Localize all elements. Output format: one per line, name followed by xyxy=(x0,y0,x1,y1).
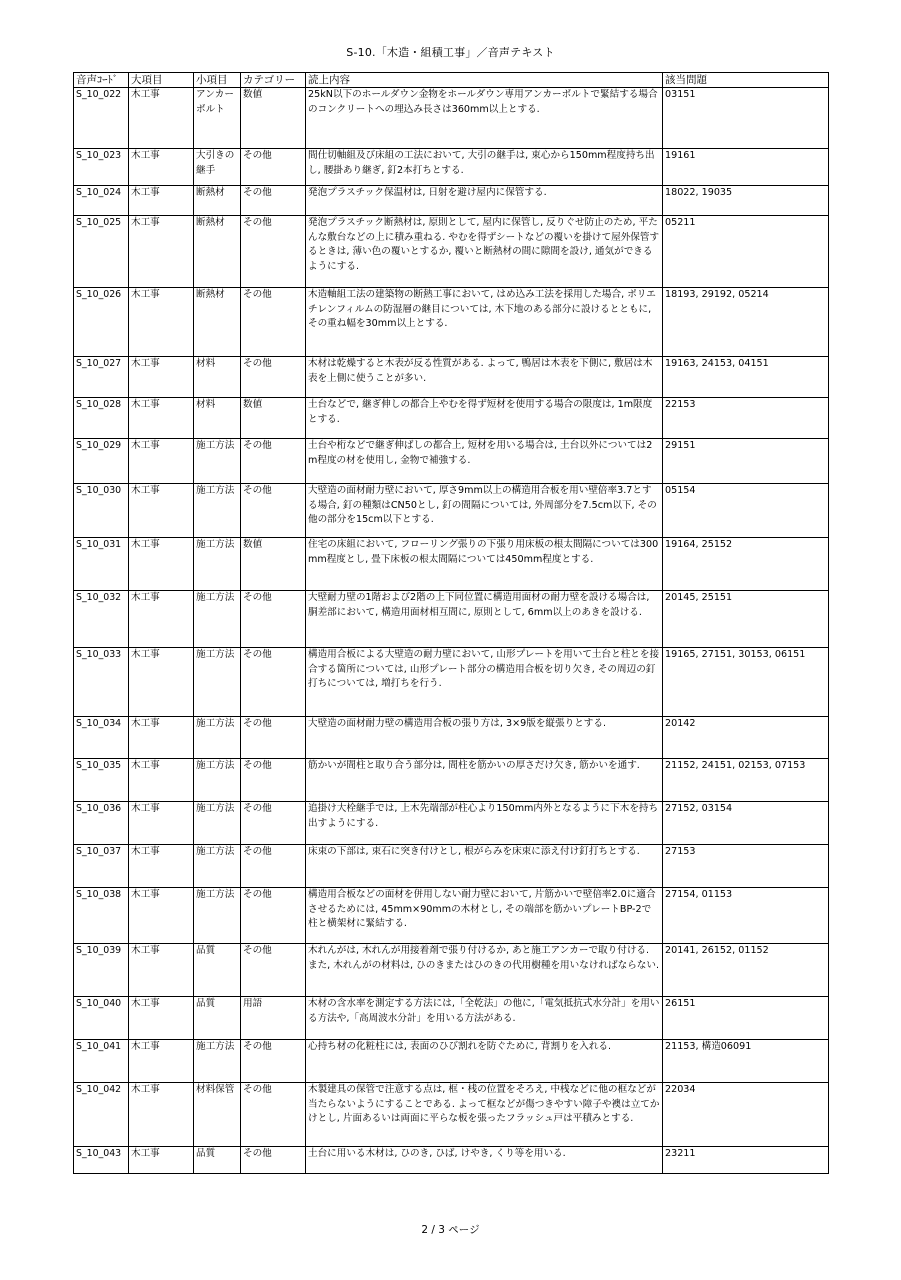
row-major-item: 木工事 xyxy=(129,845,194,888)
row-major-item: 木工事 xyxy=(129,538,194,591)
row-reading-text: 木製建具の保管で注意する点は, 框・桟の位置をそろえ, 中桟などに他の框などが当たらないようにすることである. よって框などが傷つきやすい障子や襖は立てかけとし, 片面あるいは両面に平らな板を張ったフラッシュ戸は平積みとする. xyxy=(306,1083,663,1147)
row-code: S_10_026 xyxy=(74,288,129,357)
row-code: S_10_034 xyxy=(74,717,129,759)
row-minor-item: 断熱材 xyxy=(194,288,241,357)
row-major-item: 木工事 xyxy=(129,216,194,288)
row-reading-text: 床束の下部は, 束石に突き付けとし, 根がらみを床束に添え付け釘打ちとする. xyxy=(306,845,663,888)
row-reading-text: 25kN以下のホールダウン金物をホールダウン専用アンカーボルトで緊結する場合のコンクリートへの埋込み長さは360mm以上とする. xyxy=(306,88,663,149)
row-major-item: 木工事 xyxy=(129,648,194,717)
row-reading-text: 追掛け大栓継手では, 上木先端部が柱心より150mm内外となるように下木を持ち出すようにする. xyxy=(306,802,663,845)
row-major-item: 木工事 xyxy=(129,88,194,149)
row-minor-item: 施工方法 xyxy=(194,888,241,944)
row-reading-text: 土台に用いる木材は, ひのき, ひば, けやき, くり等を用いる. xyxy=(306,1147,663,1174)
row-related-questions: 20142 xyxy=(663,717,829,759)
row-minor-item: 品質 xyxy=(194,1147,241,1174)
row-code: S_10_027 xyxy=(74,357,129,398)
row-reading-text: 木造軸組工法の建築物の断熱工事において, はめ込み工法を採用した場合, ポリエチレンフィルムの防湿層の継目については, 木下地のある部分に設けるとともに, その重ね幅を30mm以上とする. xyxy=(306,288,663,357)
row-minor-item: 施工方法 xyxy=(194,439,241,484)
table-row xyxy=(74,997,829,1040)
table-row xyxy=(74,717,829,759)
row-minor-item: 材料保管 xyxy=(194,1083,241,1147)
row-category: その他 xyxy=(241,591,306,648)
row-related-questions: 05211 xyxy=(663,216,829,288)
row-category: その他 xyxy=(241,149,306,186)
row-reading-text: 住宅の床組において, フローリング張りの下張り用床板の根太間隔については300mm程度とし, 畳下床板の根太間隔については450mm程度とする. xyxy=(306,538,663,591)
table-row xyxy=(74,484,829,538)
row-major-item: 木工事 xyxy=(129,1147,194,1174)
row-code: S_10_028 xyxy=(74,398,129,439)
row-related-questions: 27152, 03154 xyxy=(663,802,829,845)
row-major-item: 木工事 xyxy=(129,717,194,759)
table-row xyxy=(74,216,829,288)
table-row xyxy=(74,186,829,216)
row-major-item: 木工事 xyxy=(129,888,194,944)
row-minor-item: 品質 xyxy=(194,944,241,997)
row-category: その他 xyxy=(241,1147,306,1174)
row-category: その他 xyxy=(241,845,306,888)
table-row xyxy=(74,648,829,717)
row-category: その他 xyxy=(241,216,306,288)
row-major-item: 木工事 xyxy=(129,1040,194,1083)
table-row xyxy=(74,357,829,398)
row-category: その他 xyxy=(241,648,306,717)
header-category: カテゴリー xyxy=(241,73,306,88)
row-related-questions: 19163, 24153, 04151 xyxy=(663,357,829,398)
row-code: S_10_032 xyxy=(74,591,129,648)
row-code: S_10_043 xyxy=(74,1147,129,1174)
row-related-questions: 19165, 27151, 30153, 06151 xyxy=(663,648,829,717)
row-related-questions: 22153 xyxy=(663,398,829,439)
header-minor-item: 小項目 xyxy=(194,73,241,88)
row-related-questions: 18022, 19035 xyxy=(663,186,829,216)
row-code: S_10_038 xyxy=(74,888,129,944)
document-title: S-10.「木造・組積工事」／音声テキスト xyxy=(346,46,555,59)
row-major-item: 木工事 xyxy=(129,398,194,439)
row-minor-item: 施工方法 xyxy=(194,845,241,888)
row-major-item: 木工事 xyxy=(129,1083,194,1147)
voice-text-table xyxy=(73,72,829,1174)
row-category: その他 xyxy=(241,802,306,845)
row-reading-text: 土台や桁などで継ぎ伸ばしの都合上, 短材を用いる場合は, 土台以外については2m程度の材を使用し, 金物で補強する. xyxy=(306,439,663,484)
row-major-item: 木工事 xyxy=(129,484,194,538)
row-reading-text: 心持ち材の化粧柱には, 表面のひび割れを防ぐために, 背割りを入れる. xyxy=(306,1040,663,1083)
row-category: その他 xyxy=(241,888,306,944)
row-code: S_10_041 xyxy=(74,1040,129,1083)
row-code: S_10_033 xyxy=(74,648,129,717)
header-major-item: 大項目 xyxy=(129,73,194,88)
row-minor-item: アンカーボルト xyxy=(194,88,241,149)
row-code: S_10_035 xyxy=(74,759,129,802)
row-major-item: 木工事 xyxy=(129,186,194,216)
row-major-item: 木工事 xyxy=(129,944,194,997)
row-major-item: 木工事 xyxy=(129,591,194,648)
header-related-questions: 該当問題 xyxy=(663,73,829,88)
row-minor-item: 断熱材 xyxy=(194,186,241,216)
row-minor-item: 断熱材 xyxy=(194,216,241,288)
row-reading-text: 大壁耐力壁の1階および2階の上下同位置に構造用面材の耐力壁を設ける場合は, 胴差部において, 構造用面材相互間に, 原則として, 6mm以上のあきを設ける. xyxy=(306,591,663,648)
table-row xyxy=(74,439,829,484)
row-major-item: 木工事 xyxy=(129,802,194,845)
header-reading-text: 読上内容 xyxy=(306,73,663,88)
row-code: S_10_042 xyxy=(74,1083,129,1147)
row-code: S_10_022 xyxy=(74,88,129,149)
row-category: その他 xyxy=(241,717,306,759)
row-category: その他 xyxy=(241,944,306,997)
row-minor-item: 施工方法 xyxy=(194,759,241,802)
row-related-questions: 29151 xyxy=(663,439,829,484)
row-reading-text: 大壁造の面材耐力壁において, 厚さ9mm以上の構造用合板を用い壁倍率3.7とする場合, 釘の種類はCN50とし, 釘の間隔については, 外周部分を7.5cm以下, その他の部分を15cm以下とする. xyxy=(306,484,663,538)
table-row xyxy=(74,1040,829,1083)
row-code: S_10_029 xyxy=(74,439,129,484)
row-major-item: 木工事 xyxy=(129,149,194,186)
row-major-item: 木工事 xyxy=(129,439,194,484)
row-minor-item: 施工方法 xyxy=(194,717,241,759)
table-row xyxy=(74,398,829,439)
row-code: S_10_030 xyxy=(74,484,129,538)
table-row xyxy=(74,288,829,357)
row-major-item: 木工事 xyxy=(129,357,194,398)
table-row xyxy=(74,759,829,802)
row-related-questions: 03151 xyxy=(663,88,829,149)
row-code: S_10_031 xyxy=(74,538,129,591)
row-minor-item: 材料 xyxy=(194,357,241,398)
row-minor-item: 施工方法 xyxy=(194,1040,241,1083)
row-category: その他 xyxy=(241,357,306,398)
row-related-questions: 26151 xyxy=(663,997,829,1040)
row-reading-text: 木材の含水率を測定する方法には,「全乾法」の他に,「電気抵抗式水分計」を用いる方法や,「高周波水分計」を用いる方法がある. xyxy=(306,997,663,1040)
row-category: 数値 xyxy=(241,88,306,149)
row-major-item: 木工事 xyxy=(129,759,194,802)
row-reading-text: 木材は乾燥すると木表が反る性質がある. よって, 鴨居は木表を下側に, 敷居は木表を上側に使うことが多い. xyxy=(306,357,663,398)
row-minor-item: 大引きの継手 xyxy=(194,149,241,186)
page-number: 2 / 3 ページ xyxy=(421,1224,480,1236)
table-row xyxy=(74,88,829,149)
row-category: 用語 xyxy=(241,997,306,1040)
row-reading-text: 土台などで, 継ぎ伸しの都合上やむを得ず短材を使用する場合の限度は, 1m限度とする. xyxy=(306,398,663,439)
table-row xyxy=(74,1147,829,1174)
row-category: その他 xyxy=(241,484,306,538)
header-code: 音声ｺｰﾄﾞ xyxy=(74,73,129,88)
row-related-questions: 21153, 構造06091 xyxy=(663,1040,829,1083)
table-row xyxy=(74,149,829,186)
row-minor-item: 施工方法 xyxy=(194,538,241,591)
row-minor-item: 施工方法 xyxy=(194,591,241,648)
row-related-questions: 18193, 29192, 05214 xyxy=(663,288,829,357)
row-code: S_10_025 xyxy=(74,216,129,288)
row-category: 数値 xyxy=(241,538,306,591)
row-code: S_10_024 xyxy=(74,186,129,216)
row-reading-text: 構造用合板などの面材を併用しない耐力壁において, 片筋かいで壁倍率2.0に適合させるためには, 45mm×90mmの木材とし, その端部を筋かいプレートBP-2で柱と横架材に緊結する. xyxy=(306,888,663,944)
row-category: その他 xyxy=(241,759,306,802)
row-code: S_10_023 xyxy=(74,149,129,186)
row-code: S_10_037 xyxy=(74,845,129,888)
row-minor-item: 材料 xyxy=(194,398,241,439)
row-related-questions: 19164, 25152 xyxy=(663,538,829,591)
row-reading-text: 構造用合板による大壁造の耐力壁において, 山形プレートを用いて土台と柱とを接合する箇所については, 山形プレート部分の構造用合板を切り欠き, その周辺の釘打ちについては, 増打ちを行う. xyxy=(306,648,663,717)
row-minor-item: 施工方法 xyxy=(194,802,241,845)
row-major-item: 木工事 xyxy=(129,288,194,357)
row-reading-text: 大壁造の面材耐力壁の構造用合板の張り方は, 3×9版を縦張りとする. xyxy=(306,717,663,759)
row-category: その他 xyxy=(241,288,306,357)
row-minor-item: 品質 xyxy=(194,997,241,1040)
row-related-questions: 19161 xyxy=(663,149,829,186)
row-minor-item: 施工方法 xyxy=(194,648,241,717)
row-related-questions: 27153 xyxy=(663,845,829,888)
row-category: 数値 xyxy=(241,398,306,439)
row-related-questions: 22034 xyxy=(663,1083,829,1147)
row-reading-text: 木れんがは, 木れんが用接着剤で張り付けるか, あと施工アンカーで取り付ける. また, 木れんがの材料は, ひのきまたはひのきの代用樹種を用いなければならない. xyxy=(306,944,663,997)
row-reading-text: 間仕切軸組及び床組の工法において, 大引の継手は, 束心から150mm程度持ち出し, 腰掛あり継ぎ, 釘2本打ちとする. xyxy=(306,149,663,186)
row-related-questions: 05154 xyxy=(663,484,829,538)
row-related-questions: 23211 xyxy=(663,1147,829,1174)
table-row xyxy=(74,538,829,591)
row-category: その他 xyxy=(241,1040,306,1083)
row-category: その他 xyxy=(241,186,306,216)
row-reading-text: 発泡プラスチック断熱材は, 原則として, 屋内に保管し, 反りぐせ防止のため, 平たんな敷台などの上に積み重ねる. やむを得ずシートなどの覆いを掛けて屋外保管するときは, 薄い色の覆いとするか, 覆いと断熱材の間に隙間を設け, 通気ができるようにする. xyxy=(306,216,663,288)
row-related-questions: 20141, 26152, 01152 xyxy=(663,944,829,997)
row-category: その他 xyxy=(241,439,306,484)
table-row xyxy=(74,591,829,648)
table-row xyxy=(74,888,829,944)
row-minor-item: 施工方法 xyxy=(194,484,241,538)
row-reading-text: 筋かいが間柱と取り合う部分は, 間柱を筋かいの厚さだけ欠き, 筋かいを通す. xyxy=(306,759,663,802)
table-row xyxy=(74,802,829,845)
row-related-questions: 20145, 25151 xyxy=(663,591,829,648)
table-header-row xyxy=(74,73,829,88)
row-related-questions: 21152, 24151, 02153, 07153 xyxy=(663,759,829,802)
row-code: S_10_036 xyxy=(74,802,129,845)
row-code: S_10_039 xyxy=(74,944,129,997)
row-category: その他 xyxy=(241,1083,306,1147)
row-code: S_10_040 xyxy=(74,997,129,1040)
table-row xyxy=(74,944,829,997)
table-row xyxy=(74,845,829,888)
row-major-item: 木工事 xyxy=(129,997,194,1040)
row-related-questions: 27154, 01153 xyxy=(663,888,829,944)
row-reading-text: 発泡プラスチック保温材は, 日射を避け屋内に保管する. xyxy=(306,186,663,216)
table-row xyxy=(74,1083,829,1147)
